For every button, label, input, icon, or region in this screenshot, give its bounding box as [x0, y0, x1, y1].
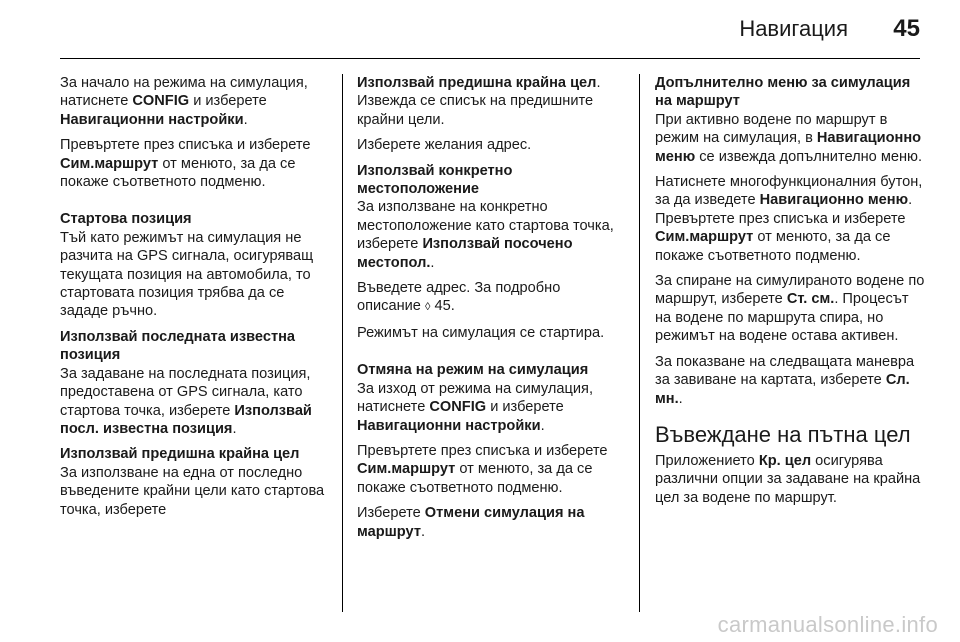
text: . — [232, 420, 237, 437]
section-heading-start-position: Стартова позиция — [60, 211, 192, 228]
keyword: Използвай посочено местопол. — [357, 236, 573, 271]
paragraph: Изберете желания адрес. — [357, 137, 532, 154]
text: Изберете — [357, 505, 425, 522]
text: . Превъртете през списъка и изберете — [655, 192, 913, 227]
column-divider-1 — [342, 74, 343, 612]
keyword: Отмени симулация на маршрут — [357, 505, 585, 540]
text: . — [430, 254, 435, 271]
text: Превъртете през списъка и изберете — [60, 137, 311, 154]
text: За показване на следващата маневра за завиване на картата, изберете — [655, 353, 915, 389]
keyword: Кр. цел — [758, 452, 812, 469]
keyword: Използвай посл. известна позиция — [60, 402, 312, 437]
text: и изберете — [486, 399, 564, 416]
keyword: Навигационно меню — [759, 192, 909, 209]
page-number: 45 — [893, 15, 920, 42]
keyword: CONFIG — [429, 399, 487, 416]
paragraph — [357, 442, 627, 497]
text: от менюто, за да се покаже съответното подменю. — [60, 155, 296, 191]
text: За начало на режима на симулация, натиснете — [60, 75, 308, 110]
paragraph — [60, 136, 330, 191]
page-header — [60, 0, 920, 59]
section-heading-previous-destination: Използвай предишна крайна цел — [60, 446, 300, 463]
paragraph — [357, 279, 627, 317]
keyword: Навигационно меню — [655, 130, 922, 165]
page-reference: 45. — [430, 298, 455, 315]
section-heading-cancel-simulation: Отмяна на режим на симулация — [357, 362, 589, 379]
paragraph — [357, 74, 627, 129]
column-1 — [60, 74, 330, 526]
page-reference-arrow-icon: ◊ — [424, 301, 431, 314]
keyword: Навигационни настройки — [60, 111, 244, 128]
paragraph — [357, 504, 627, 541]
text: осигурява различни опции за задаване на крайна цел за водене по маршрут. — [655, 452, 921, 506]
keyword: Навигационни настройки — [357, 417, 541, 434]
text: . — [678, 390, 683, 407]
section-heading-extra-menu: Допълнително меню за симулация на маршрут — [655, 75, 911, 110]
text: За изход от режима на симулация, натиснете — [357, 380, 594, 416]
paragraph: Режимът на симулация се стартира. — [357, 324, 605, 341]
paragraph — [655, 353, 927, 408]
paragraph — [655, 272, 927, 346]
text: Приложението — [655, 452, 759, 469]
paragraph: За използване на една от последно въведените крайни цели като стартова точка, изберете — [60, 464, 325, 518]
text: За използване на конкретно местоположение като стартова точка, изберете — [357, 199, 614, 253]
paragraph — [655, 452, 927, 507]
paragraph — [357, 380, 627, 435]
text: . — [420, 523, 426, 540]
text: от менюто, за да се покаже съответното подменю. — [655, 229, 891, 264]
keyword: Сим.маршрут — [60, 155, 159, 172]
text: от менюто, за да се покаже съответното подменю. — [357, 461, 593, 496]
paragraph — [357, 198, 627, 272]
paragraph — [60, 74, 330, 129]
text: . — [540, 417, 545, 434]
column-2 — [357, 74, 627, 548]
keyword: Използвай предишна крайна цел — [357, 75, 597, 91]
text: За задаване на последната позиция, предоставена от GPS сигнала, като стартова точка, изберете — [60, 365, 311, 419]
section-heading-specific-location: Използвай конкретно местоположение — [357, 162, 513, 198]
page-title: Навигация — [739, 16, 848, 41]
keyword: Сл. мн. — [655, 372, 910, 407]
text: При активно водене по маршрут в режим на симулация, в — [655, 111, 888, 147]
column-3 — [655, 74, 927, 514]
section-title-destination-input: Въвеждане на пътна цел — [655, 421, 911, 447]
text: и изберете — [189, 93, 267, 110]
paragraph — [655, 111, 927, 166]
text: . Процесът на водене по маршрута спира, но режимът на водене остава активен. — [655, 291, 909, 345]
paragraph: Тъй като режимът на симулация не разчита на GPS сигнала, осигуряващ текущата позиция на автомобила, то стартовата позиция трябва да се зададе ръчно. — [60, 229, 314, 320]
keyword: Сим.маршрут — [655, 229, 754, 246]
paragraph — [655, 173, 927, 265]
text: . — [243, 111, 248, 128]
text: Превъртете през списъка и изберете — [357, 442, 608, 459]
column-divider-2 — [639, 74, 640, 612]
text: За спиране на симулираното водене по маршрут, изберете — [655, 273, 925, 308]
keyword: CONFIG — [132, 93, 190, 110]
section-heading-last-known: Използвай последната известна позиция — [60, 328, 296, 364]
keyword: Сим.маршрут — [357, 461, 456, 478]
text: Въведете адрес. За подробно описание — [357, 280, 561, 315]
text: Натиснете многофункционалния бутон, за да изведете — [655, 174, 923, 209]
keyword: Ст. см. — [786, 291, 835, 308]
text: . Извежда се списък на предишните крайни цели. — [357, 75, 601, 128]
paragraph — [60, 365, 330, 439]
text: се извежда допълнително меню. — [695, 148, 923, 165]
watermark: carmanualsonline.info — [717, 612, 938, 637]
